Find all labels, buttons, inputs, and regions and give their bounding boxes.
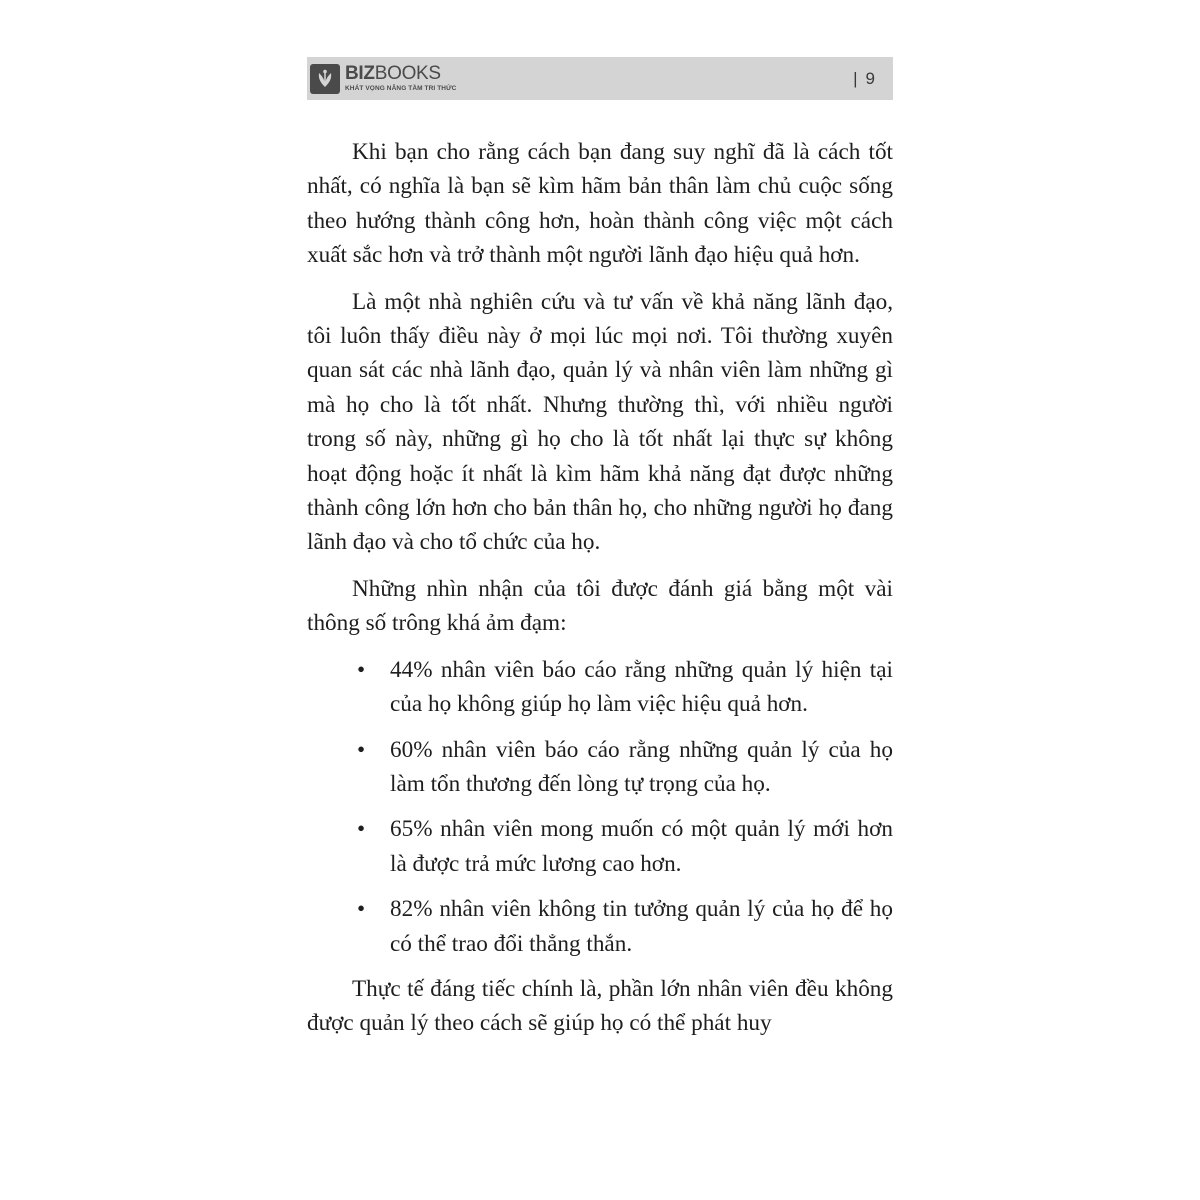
- page-number-label: [853, 69, 875, 89]
- list-item-text: 82% nhân viên không tin tưởng quản lý của họ để họ có thể trao đổi thẳng thắn.: [390, 896, 893, 957]
- bizbooks-logo-icon: [310, 64, 340, 94]
- bullet-icon: •: [357, 896, 366, 923]
- page-separator: |: [853, 69, 858, 88]
- brand-tagline: KHÁT VỌNG NÂNG TẦM TRI THỨC: [345, 85, 457, 93]
- brand-name: [345, 64, 456, 83]
- statistics-list: [307, 653, 893, 961]
- logo-text: [345, 64, 456, 93]
- paragraph: Là một nhà nghiên cứu và tư vấn về khả năng lãnh đạo, tôi luôn thấy điều này ở mọi lúc mọi nơi. Tôi thường xuyên quan sát các nhà lãnh đạo, quản lý và nhân viên làm những gì mà họ cho là tốt nhất. Nhưng thường thì, với nhiều người trong số này, những gì họ cho là tốt nhất lại thực sự không hoạt động hoặc ít nhất là kìm hãm khả năng đạt được những thành công lớn hơn cho bản thân họ, cho những người họ đang lãnh đạo và cho tổ chức của họ.: [307, 288, 893, 556]
- brand-name-rest: BOOKS: [374, 63, 441, 85]
- paragraph: Thực tế đáng tiếc chính là, phần lớn nhân viên đều không được quản lý theo cách sẽ giúp họ có thể phát huy: [307, 975, 893, 1037]
- bullet-icon: •: [357, 816, 366, 843]
- bullet-icon: •: [357, 656, 366, 683]
- paragraph: Những nhìn nhận của tôi được đánh giá bằng một vài thông số trông khá ảm đạm:: [307, 575, 893, 637]
- paragraph: Khi bạn cho rằng cách bạn đang suy nghĩ đã là cách tốt nhất, có nghĩa là bạn sẽ kìm hãm bản thân làm chủ cuộc sống theo hướng thành công hơn, hoàn thành công việc một cách xuất sắc hơn và trở thành một người lãnh đạo hiệu quả hơn.: [307, 139, 893, 269]
- publisher-logo: [307, 57, 456, 100]
- list-item-text: 65% nhân viên mong muốn có một quản lý mới hơn là được trả mức lương cao hơn.: [390, 816, 893, 877]
- list-item-text: 60% nhân viên báo cáo rằng những quản lý của họ làm tổn thương đến lòng tự trọng của họ.: [390, 736, 893, 797]
- book-page: [307, 57, 893, 1053]
- list-item-text: 44% nhân viên báo cáo rằng những quản lý hiện tại của họ không giúp họ làm việc hiệu quả hơn.: [390, 656, 893, 718]
- page-header: [307, 57, 893, 100]
- list-item: [307, 733, 893, 802]
- list-item: [307, 892, 893, 961]
- bullet-icon: •: [357, 736, 366, 763]
- page-number: 9: [865, 69, 875, 88]
- list-item: [307, 653, 893, 722]
- page-body: [307, 135, 893, 1041]
- brand-name-bold: BIZ: [345, 63, 375, 85]
- list-item: [307, 812, 893, 881]
